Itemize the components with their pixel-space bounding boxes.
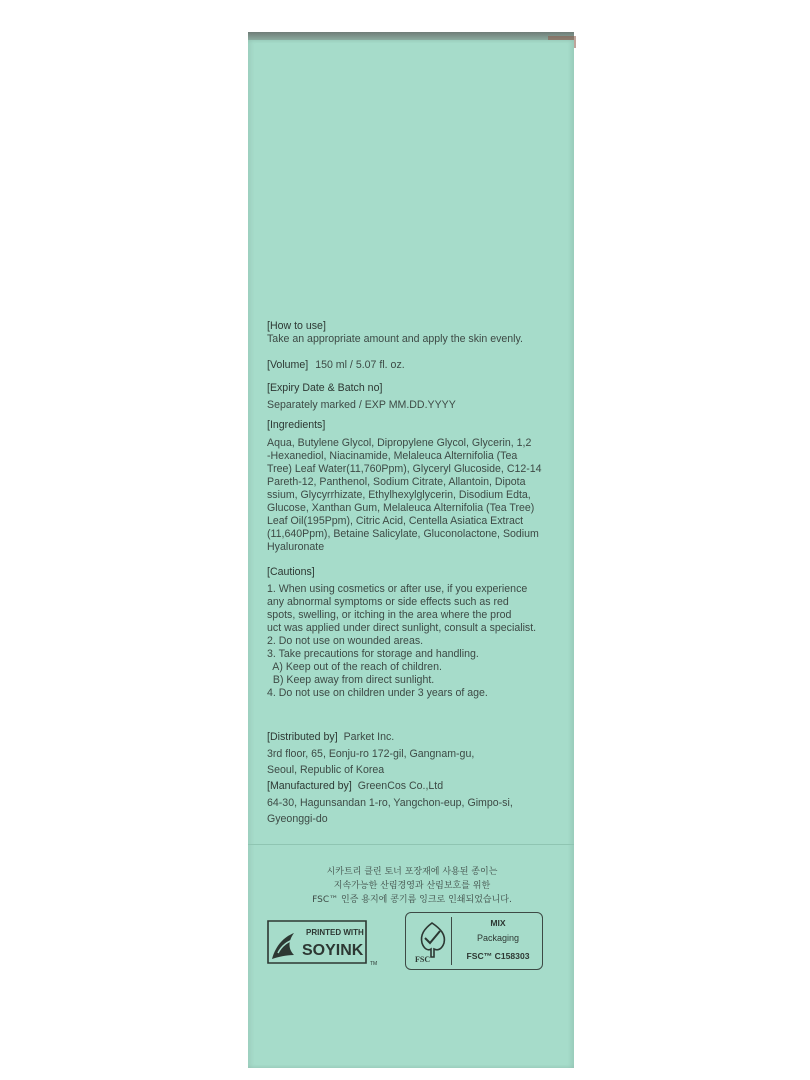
korean-notice-line: 지속가능한 산림경영과 산림보호를 위한 [333, 881, 491, 891]
manufacturer-address-line: 64-30, Hagunsandan 1-ro, Yangchon-eup, Gimpo-si, [267, 797, 513, 809]
distributor-address-line: Seoul, Republic of Korea [267, 764, 385, 776]
manufactured-label: [Manufactured by] [267, 780, 352, 792]
distributor-address-line: 3rd floor, 65, Eonju-ro 172-gil, Gangnam-gu, [267, 748, 475, 760]
ingredients-line: (11,640Ppm), Betaine Salicylate, Gluconolactone, Sodium [267, 528, 539, 540]
fsc-packaging: Packaging [476, 933, 520, 943]
cautions-line: 2. Do not use on wounded areas. [267, 635, 424, 647]
volume-section [267, 359, 567, 372]
how-to-use-section [267, 320, 567, 346]
volume-text: 150 ml / 5.07 fl. oz. [315, 359, 405, 371]
ingredients-line: Aqua, Butylene Glycol, Dipropylene Glycol, Glycerin, 1,2 [267, 437, 532, 449]
expiry-section [267, 382, 567, 412]
korean-notice-line: 시카트리 클린 토너 포장재에 사용된 종이는 [326, 867, 498, 877]
manufactured-section [267, 780, 567, 826]
soyink-tm: TM [370, 961, 378, 967]
cautions-line: any abnormal symptoms or side effects such as red [267, 596, 509, 608]
fsc-license-code: FSC™ C158303 [466, 951, 530, 961]
cautions-line: uct was applied under direct sunlight, consult a specialist. [267, 622, 537, 634]
distributed-label: [Distributed by] [267, 731, 338, 743]
ingredients-line: Tree) Leaf Water(11,760Ppm), Glyceryl Glucoside, C12-14 [267, 463, 542, 475]
fsc-mix: MIX [490, 918, 506, 928]
cautions-section [267, 566, 567, 700]
expiry-text: Separately marked / EXP MM.DD.YYYY [267, 399, 456, 411]
cautions-label: [Cautions] [267, 566, 315, 578]
soyink-top-text: PRINTED WITH [306, 928, 364, 937]
korean-fsc-notice [272, 865, 552, 907]
cautions-line: 4. Do not use on children under 3 years of age. [267, 687, 488, 699]
volume-label: [Volume] [267, 359, 309, 371]
ingredients-line: Glucose, Xanthan Gum, Melaleuca Alternifolia (Tea Tree) [267, 502, 535, 514]
manufacturer-name: GreenCos Co.,Ltd [357, 780, 444, 792]
ingredients-label: [Ingredients] [267, 419, 326, 431]
fsc-divider [451, 917, 452, 965]
ingredients-line: Leaf Oil(195Ppm), Citric Acid, Centella Asiatica Extract [267, 515, 524, 527]
fsc-logo [405, 912, 543, 970]
how-to-use-text: Take an appropriate amount and apply the skin evenly. [267, 333, 523, 345]
expiry-label: [Expiry Date & Batch no] [267, 382, 383, 394]
fold-line [248, 844, 574, 845]
korean-notice-line: FSC™ 인증 용지에 콩기름 잉크로 인쇄되었습니다. [312, 895, 512, 905]
fsc-mark: FSC [415, 955, 431, 964]
ingredients-line: Hyaluronate [267, 541, 325, 553]
cautions-line: B) Keep away from direct sunlight. [267, 674, 435, 686]
ingredients-line: Pareth-12, Panthenol, Sodium Citrate, Allantoin, Dipota [267, 476, 526, 488]
soyink-brand-text: SOYINK [302, 942, 364, 959]
cautions-line: A) Keep out of the reach of children. [267, 661, 442, 673]
soyink-logo [266, 915, 386, 969]
ingredients-section [267, 419, 567, 554]
cautions-line: spots, swelling, or itching in the area where the prod [267, 609, 512, 621]
ingredients-line: ssium, Glycyrrhizate, Ethylhexylglycerin, Disodium Edta, [267, 489, 531, 501]
cautions-line: 1. When using cosmetics or after use, if you experience [267, 583, 528, 595]
distributor-name: Parket Inc. [343, 731, 395, 743]
manufacturer-address-line: Gyeonggi-do [267, 813, 328, 825]
cautions-line: 3. Take precautions for storage and handling. [267, 648, 479, 660]
how-to-use-label: [How to use] [267, 320, 326, 332]
distributed-section [267, 731, 567, 777]
ingredients-line: -Hexanediol, Niacinamide, Melaleuca Alternifolia (Tea [267, 450, 518, 462]
